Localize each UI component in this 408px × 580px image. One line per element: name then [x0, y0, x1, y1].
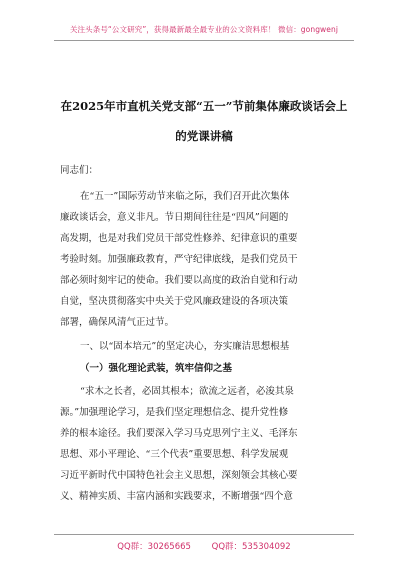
document-title-line2: 的党课讲稿	[175, 129, 233, 143]
header-note: 关注头条号“公文研究”，获得最新最全最专业的公文资料库！ 微信：gongwenj	[69, 25, 339, 34]
paragraph-line: 习近平新时代中国特色社会主义思想，深刻领会其核心要	[60, 470, 298, 481]
footer-divider	[54, 534, 354, 535]
paragraph-line: 养的根本途径。我们要深入学习马克思列宁主义、毛泽东	[60, 428, 298, 439]
paragraph-line: “求木之长者，必固其根本；欲流之远者，必浚其泉	[80, 386, 294, 397]
paragraph-line: 考验时刻。加强廉政教育，严守纪律底线，是我们党员干	[60, 254, 298, 265]
salutation: 同志们：	[60, 165, 99, 176]
paragraph-line: 部必须时刻牢记的使命。我们要以高度的政治自觉和行动	[60, 275, 298, 286]
subsection-heading: （一）强化理论武装，筑牢信仰之基	[80, 363, 233, 374]
footer	[0, 540, 408, 552]
paragraph-line: 在“五一”国际劳动节来临之际，我们召开此次集体	[80, 191, 290, 202]
footer-qq-group-1: QQ群：30265665	[117, 542, 191, 552]
paragraph-line: 廉政谈话会，意义非凡。节日期间往往是“四风”问题的	[60, 212, 289, 223]
section-heading: 一、以“固本培元”的坚定决心，夯实廉洁思想根基	[80, 341, 290, 352]
document-title-line1: 在2025年市直机关党支部“五一”节前集体廉政谈话会上	[60, 99, 348, 113]
paragraph-line: 源。”加强理论学习，是我们坚定理想信念、提升党性修	[60, 407, 289, 418]
paragraph-line: 高发期，也是对我们党员干部党性修养、纪律意识的重要	[60, 233, 298, 244]
footer-qq-group-2: QQ群：535304092	[211, 542, 291, 552]
paragraph-line: 义、精神实质、丰富内涵和实践要求，不断增强“四个意	[60, 491, 293, 502]
paragraph-line: 自觉，坚决贯彻落实中央关于党风廉政建设的各项决策	[60, 296, 289, 307]
paragraph-line: 部署，确保风清气正过节。	[60, 317, 175, 328]
paragraph-line: 思想、邓小平理论、“三个代表”重要思想、科学发展观	[60, 449, 289, 460]
header-divider	[54, 40, 354, 41]
